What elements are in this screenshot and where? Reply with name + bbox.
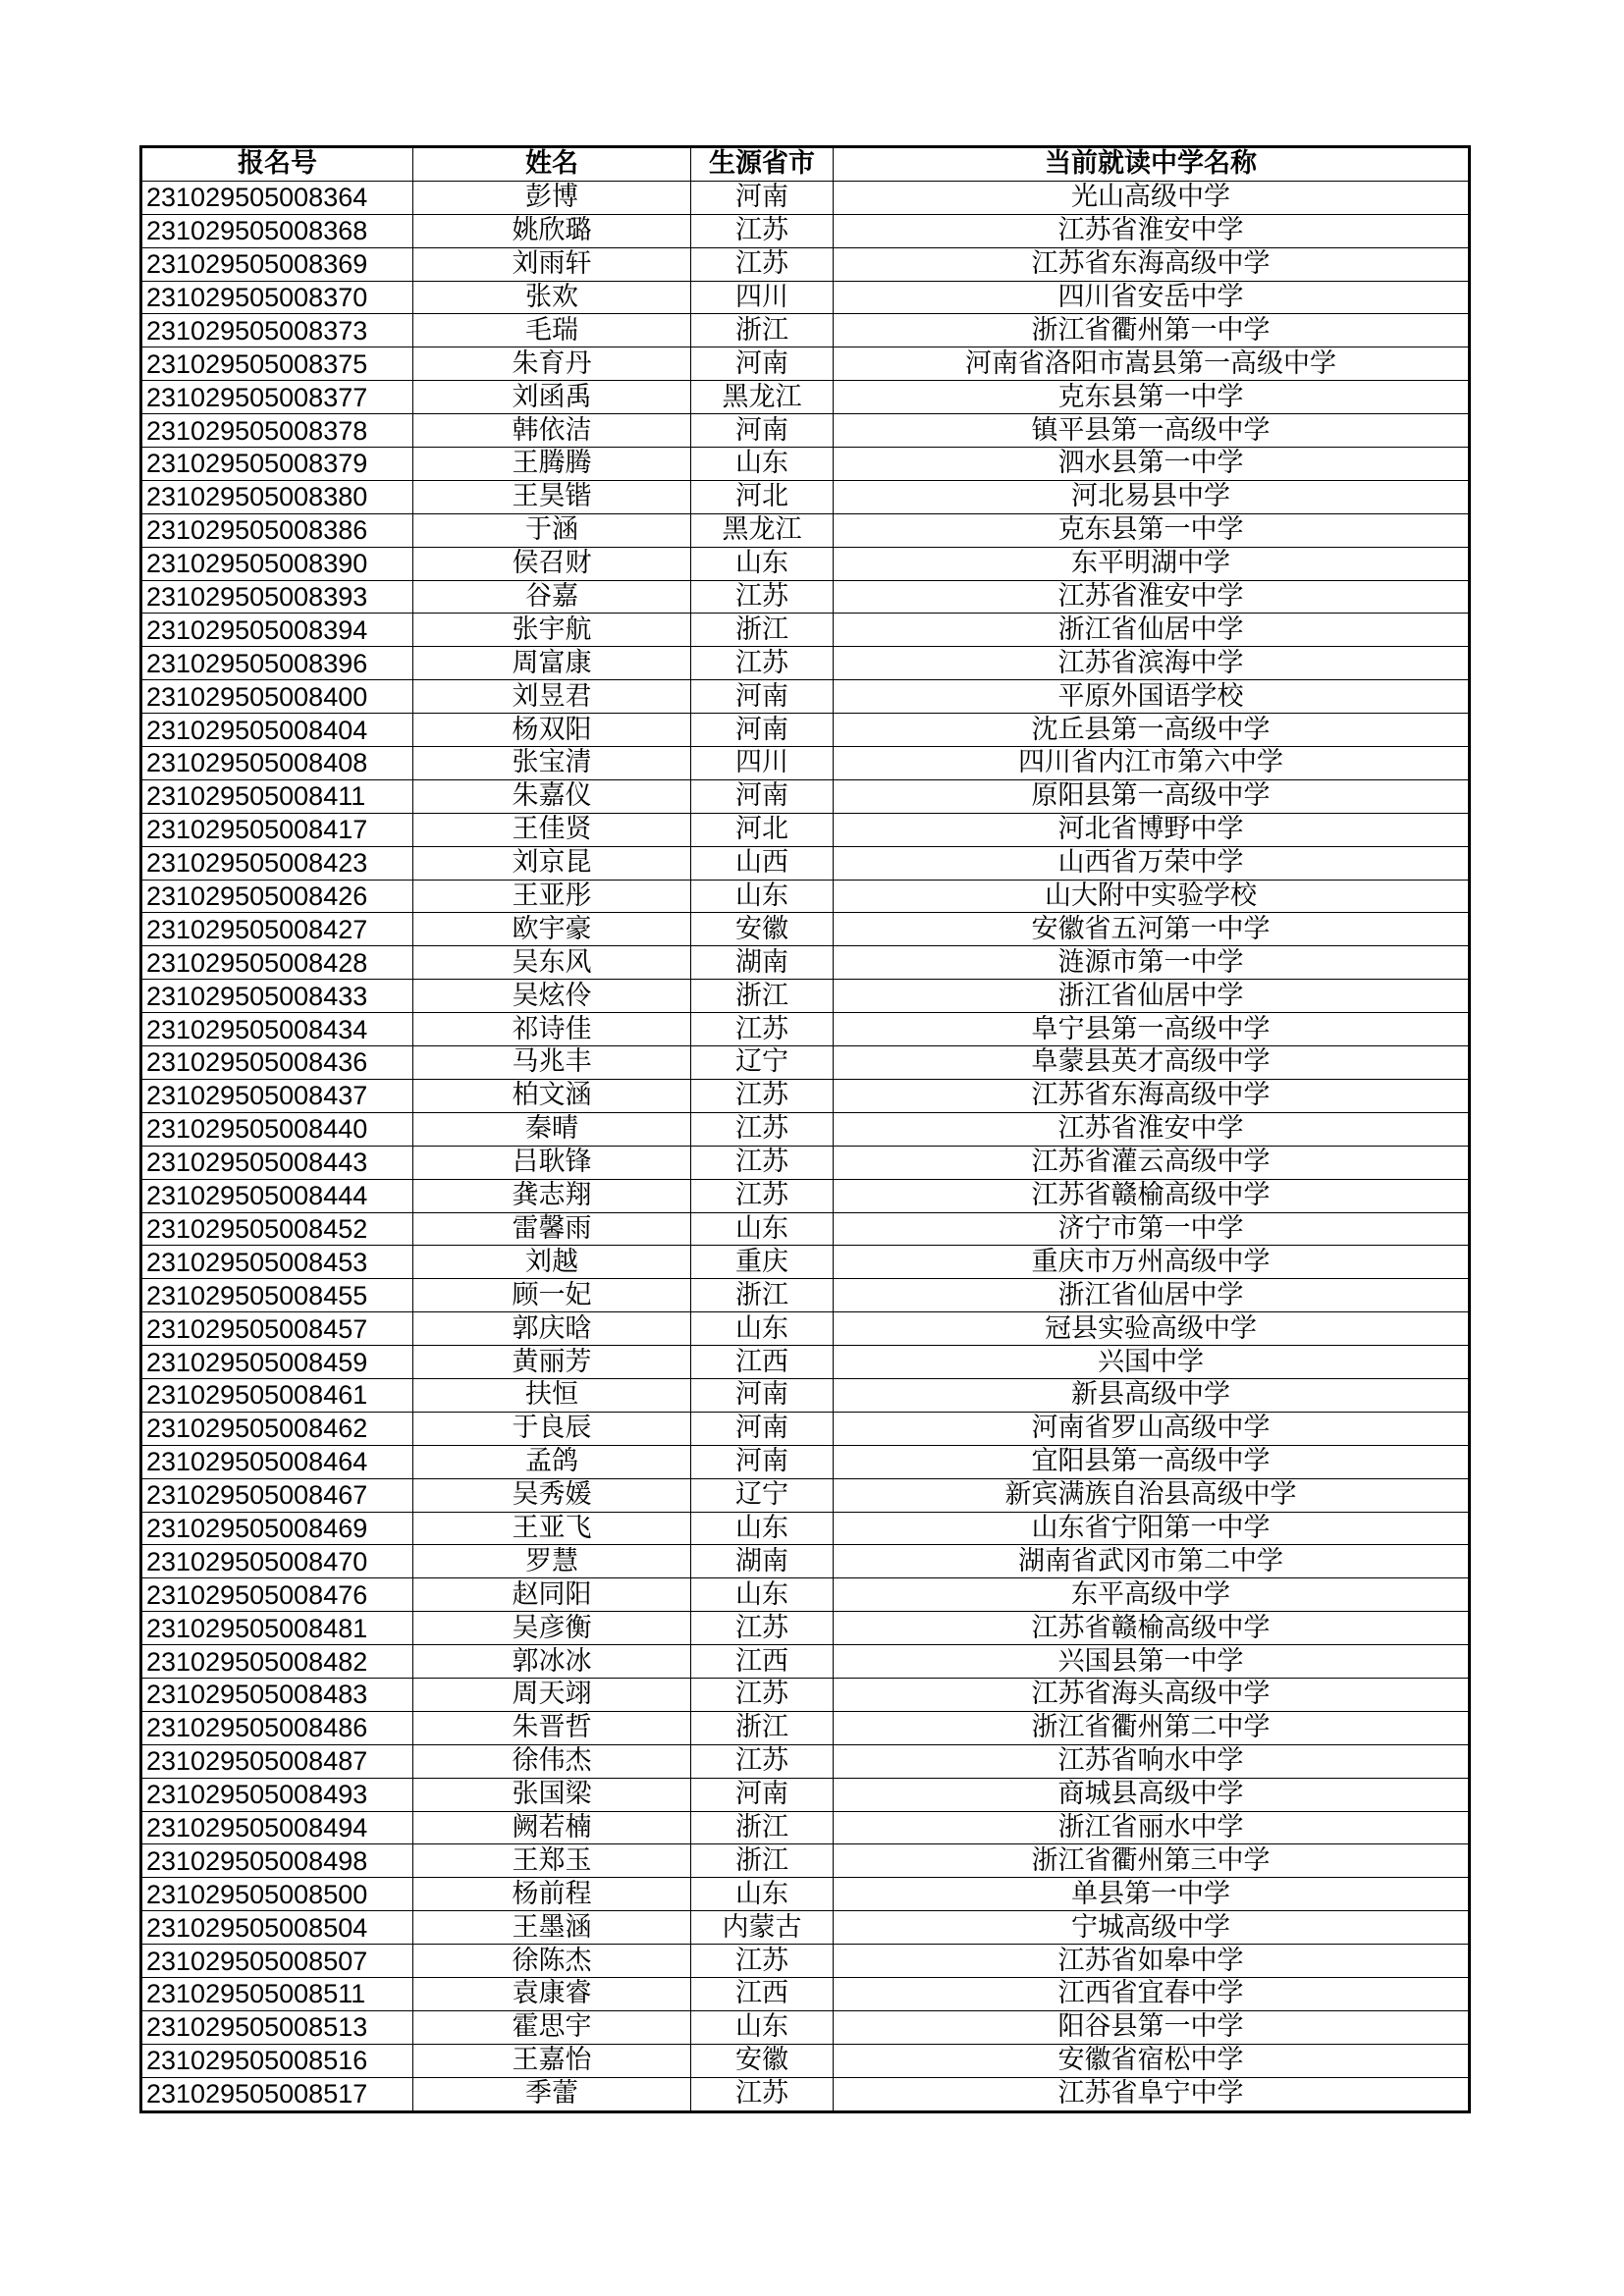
name-cell: 吴秀媛 <box>413 1478 691 1512</box>
province-cell: 安徽 <box>691 913 834 946</box>
table-row <box>141 614 1470 647</box>
province-cell: 江西 <box>691 1977 834 2010</box>
registration-number-cell: 231029505008516 <box>141 2044 413 2077</box>
school-cell: 四川省安岳中学 <box>834 281 1470 314</box>
name-cell: 侯召财 <box>413 547 691 580</box>
name-cell: 彭博 <box>413 181 691 214</box>
registration-number-cell: 231029505008459 <box>141 1346 413 1379</box>
registration-number-cell: 231029505008396 <box>141 647 413 680</box>
name-cell: 徐伟杰 <box>413 1744 691 1778</box>
school-cell: 原阳县第一高级中学 <box>834 779 1470 813</box>
province-cell: 浙江 <box>691 1811 834 1844</box>
school-cell: 山西省万荣中学 <box>834 846 1470 880</box>
school-cell: 江苏省滨海中学 <box>834 647 1470 680</box>
school-cell: 江西省宜春中学 <box>834 1977 1470 2010</box>
name-cell: 张欢 <box>413 281 691 314</box>
name-cell: 祁诗佳 <box>413 1013 691 1046</box>
table-row <box>141 680 1470 714</box>
province-cell: 江苏 <box>691 247 834 281</box>
registration-number-cell: 231029505008487 <box>141 1744 413 1778</box>
province-cell: 浙江 <box>691 614 834 647</box>
registration-number-cell: 231029505008379 <box>141 448 413 481</box>
name-cell: 郭冰冰 <box>413 1645 691 1679</box>
registration-number-cell: 231029505008386 <box>141 513 413 547</box>
province-cell: 浙江 <box>691 980 834 1013</box>
province-cell: 江苏 <box>691 1013 834 1046</box>
table-row <box>141 747 1470 780</box>
province-cell: 浙江 <box>691 314 834 347</box>
registration-number-cell: 231029505008494 <box>141 1811 413 1844</box>
registration-number-cell: 231029505008378 <box>141 414 413 448</box>
province-cell: 江西 <box>691 1346 834 1379</box>
province-cell: 山东 <box>691 1512 834 1545</box>
header-row <box>141 147 1470 182</box>
student-list-sheet <box>139 145 1471 2113</box>
table-row <box>141 1778 1470 1811</box>
name-cell: 王墨涵 <box>413 1911 691 1945</box>
registration-number-cell: 231029505008390 <box>141 547 413 580</box>
name-cell: 韩依洁 <box>413 414 691 448</box>
registration-number-cell: 231029505008464 <box>141 1445 413 1478</box>
registration-number-cell: 231029505008481 <box>141 1612 413 1645</box>
registration-number-cell: 231029505008461 <box>141 1378 413 1412</box>
school-cell: 克东县第一中学 <box>834 513 1470 547</box>
province-cell: 河南 <box>691 1445 834 1478</box>
name-cell: 柏文涵 <box>413 1079 691 1112</box>
province-cell: 山东 <box>691 1578 834 1612</box>
name-cell: 朱嘉仪 <box>413 779 691 813</box>
province-cell: 河南 <box>691 680 834 714</box>
province-cell: 江西 <box>691 1645 834 1679</box>
province-cell: 山东 <box>691 1312 834 1346</box>
school-cell: 浙江省衢州第三中学 <box>834 1844 1470 1878</box>
school-cell: 阜宁县第一高级中学 <box>834 1013 1470 1046</box>
table-row <box>141 1545 1470 1578</box>
province-cell: 江苏 <box>691 647 834 680</box>
name-cell: 龚志翔 <box>413 1179 691 1212</box>
name-cell: 孟鸽 <box>413 1445 691 1478</box>
province-cell: 河南 <box>691 1778 834 1811</box>
table-row <box>141 181 1470 214</box>
province-cell: 江苏 <box>691 2077 834 2111</box>
registration-number-cell: 231029505008433 <box>141 980 413 1013</box>
province-cell: 江苏 <box>691 1612 834 1645</box>
province-cell: 江苏 <box>691 1146 834 1179</box>
registration-number-cell: 231029505008423 <box>141 846 413 880</box>
table-row <box>141 2077 1470 2111</box>
province-cell: 山东 <box>691 2010 834 2044</box>
table-row <box>141 214 1470 247</box>
table-row <box>141 1312 1470 1346</box>
school-cell: 江苏省赣榆高级中学 <box>834 1612 1470 1645</box>
registration-number-cell: 231029505008417 <box>141 813 413 846</box>
table-row <box>141 813 1470 846</box>
table-row <box>141 314 1470 347</box>
school-cell: 新宾满族自治县高级中学 <box>834 1478 1470 1512</box>
table-row <box>141 448 1470 481</box>
table-row <box>141 1678 1470 1711</box>
school-cell: 河北易县中学 <box>834 480 1470 513</box>
province-cell: 浙江 <box>691 1279 834 1312</box>
table-row <box>141 281 1470 314</box>
province-cell: 黑龙江 <box>691 513 834 547</box>
name-cell: 秦晴 <box>413 1112 691 1146</box>
table-row <box>141 1478 1470 1512</box>
name-cell: 刘函禹 <box>413 381 691 414</box>
province-cell: 山东 <box>691 880 834 913</box>
header-registration-number: 报名号 <box>141 147 413 182</box>
school-cell: 兴国县第一中学 <box>834 1645 1470 1679</box>
name-cell: 周天翊 <box>413 1678 691 1711</box>
registration-number-cell: 231029505008513 <box>141 2010 413 2044</box>
province-cell: 浙江 <box>691 1844 834 1878</box>
province-cell: 河北 <box>691 480 834 513</box>
province-cell: 湖南 <box>691 1545 834 1578</box>
header-name: 姓名 <box>413 147 691 182</box>
table-row <box>141 1744 1470 1778</box>
table-row <box>141 1013 1470 1046</box>
registration-number-cell: 231029505008469 <box>141 1512 413 1545</box>
school-cell: 江苏省灌云高级中学 <box>834 1146 1470 1179</box>
registration-number-cell: 231029505008457 <box>141 1312 413 1346</box>
school-cell: 安徽省宿松中学 <box>834 2044 1470 2077</box>
name-cell: 杨前程 <box>413 1878 691 1911</box>
name-cell: 郭庆晗 <box>413 1312 691 1346</box>
school-cell: 新县高级中学 <box>834 1378 1470 1412</box>
school-cell: 江苏省淮安中学 <box>834 580 1470 614</box>
table-row <box>141 1911 1470 1945</box>
table-row <box>141 381 1470 414</box>
table-row <box>141 1878 1470 1911</box>
registration-number-cell: 231029505008440 <box>141 1112 413 1146</box>
name-cell: 王腾腾 <box>413 448 691 481</box>
table-row <box>141 1811 1470 1844</box>
table-row <box>141 547 1470 580</box>
table-row <box>141 1612 1470 1645</box>
province-cell: 江苏 <box>691 580 834 614</box>
name-cell: 谷嘉 <box>413 580 691 614</box>
name-cell: 刘越 <box>413 1246 691 1279</box>
province-cell: 江苏 <box>691 1079 834 1112</box>
table-row <box>141 347 1470 381</box>
province-cell: 江苏 <box>691 1179 834 1212</box>
school-cell: 浙江省衢州第一中学 <box>834 314 1470 347</box>
province-cell: 河南 <box>691 714 834 747</box>
registration-number-cell: 231029505008427 <box>141 913 413 946</box>
province-cell: 河北 <box>691 813 834 846</box>
name-cell: 于良辰 <box>413 1412 691 1445</box>
name-cell: 毛瑞 <box>413 314 691 347</box>
school-cell: 东平高级中学 <box>834 1578 1470 1612</box>
school-cell: 东平明湖中学 <box>834 547 1470 580</box>
registration-number-cell: 231029505008394 <box>141 614 413 647</box>
registration-number-cell: 231029505008444 <box>141 1179 413 1212</box>
province-cell: 重庆 <box>691 1246 834 1279</box>
table-row <box>141 846 1470 880</box>
name-cell: 刘雨轩 <box>413 247 691 281</box>
student-table <box>139 145 1471 2113</box>
table-row <box>141 1844 1470 1878</box>
table-row <box>141 1212 1470 1246</box>
registration-number-cell: 231029505008377 <box>141 381 413 414</box>
school-cell: 江苏省海头高级中学 <box>834 1678 1470 1711</box>
province-cell: 河南 <box>691 1412 834 1445</box>
table-row <box>141 580 1470 614</box>
province-cell: 四川 <box>691 281 834 314</box>
name-cell: 扶恒 <box>413 1378 691 1412</box>
name-cell: 杨双阳 <box>413 714 691 747</box>
table-row <box>141 513 1470 547</box>
province-cell: 江苏 <box>691 1678 834 1711</box>
province-cell: 河南 <box>691 181 834 214</box>
province-cell: 山东 <box>691 547 834 580</box>
school-cell: 镇平县第一高级中学 <box>834 414 1470 448</box>
registration-number-cell: 231029505008411 <box>141 779 413 813</box>
school-cell: 阳谷县第一中学 <box>834 2010 1470 2044</box>
table-header <box>141 147 1470 182</box>
table-row <box>141 1945 1470 1978</box>
school-cell: 江苏省东海高级中学 <box>834 1079 1470 1112</box>
registration-number-cell: 231029505008482 <box>141 1645 413 1679</box>
name-cell: 季蕾 <box>413 2077 691 2111</box>
registration-number-cell: 231029505008369 <box>141 247 413 281</box>
name-cell: 欧宇豪 <box>413 913 691 946</box>
school-cell: 宁城高级中学 <box>834 1911 1470 1945</box>
province-cell: 河南 <box>691 779 834 813</box>
school-cell: 安徽省五河第一中学 <box>834 913 1470 946</box>
registration-number-cell: 231029505008428 <box>141 946 413 980</box>
registration-number-cell: 231029505008483 <box>141 1678 413 1711</box>
name-cell: 罗慧 <box>413 1545 691 1578</box>
school-cell: 光山高级中学 <box>834 181 1470 214</box>
school-cell: 浙江省衢州第二中学 <box>834 1711 1470 1744</box>
province-cell: 山西 <box>691 846 834 880</box>
name-cell: 刘昱君 <box>413 680 691 714</box>
province-cell: 浙江 <box>691 1711 834 1744</box>
table-row <box>141 1445 1470 1478</box>
table-row <box>141 1346 1470 1379</box>
school-cell: 湖南省武冈市第二中学 <box>834 1545 1470 1578</box>
table-row <box>141 1977 1470 2010</box>
registration-number-cell: 231029505008470 <box>141 1545 413 1578</box>
school-cell: 商城县高级中学 <box>834 1778 1470 1811</box>
school-cell: 浙江省仙居中学 <box>834 980 1470 1013</box>
name-cell: 王嘉怡 <box>413 2044 691 2077</box>
name-cell: 赵同阳 <box>413 1578 691 1612</box>
registration-number-cell: 231029505008375 <box>141 347 413 381</box>
name-cell: 马兆丰 <box>413 1046 691 1080</box>
name-cell: 黄丽芳 <box>413 1346 691 1379</box>
table-row <box>141 247 1470 281</box>
province-cell: 四川 <box>691 747 834 780</box>
header-school: 当前就读中学名称 <box>834 147 1470 182</box>
name-cell: 吴东风 <box>413 946 691 980</box>
school-cell: 宜阳县第一高级中学 <box>834 1445 1470 1478</box>
name-cell: 吕耿锋 <box>413 1146 691 1179</box>
school-cell: 江苏省淮安中学 <box>834 214 1470 247</box>
province-cell: 山东 <box>691 1212 834 1246</box>
name-cell: 王亚彤 <box>413 880 691 913</box>
table-row <box>141 1412 1470 1445</box>
table-row <box>141 1578 1470 1612</box>
school-cell: 单县第一中学 <box>834 1878 1470 1911</box>
table-row <box>141 1645 1470 1679</box>
school-cell: 河北省博野中学 <box>834 813 1470 846</box>
name-cell: 袁康睿 <box>413 1977 691 2010</box>
province-cell: 河南 <box>691 414 834 448</box>
registration-number-cell: 231029505008426 <box>141 880 413 913</box>
school-cell: 阜蒙县英才高级中学 <box>834 1046 1470 1080</box>
table-body <box>141 181 1470 2111</box>
registration-number-cell: 231029505008517 <box>141 2077 413 2111</box>
province-cell: 山东 <box>691 1878 834 1911</box>
name-cell: 王昊锴 <box>413 480 691 513</box>
table-row <box>141 946 1470 980</box>
name-cell: 张国梁 <box>413 1778 691 1811</box>
registration-number-cell: 231029505008404 <box>141 714 413 747</box>
school-cell: 江苏省响水中学 <box>834 1744 1470 1778</box>
school-cell: 江苏省阜宁中学 <box>834 2077 1470 2111</box>
province-cell: 内蒙古 <box>691 1911 834 1945</box>
registration-number-cell: 231029505008511 <box>141 1977 413 2010</box>
school-cell: 冠县实验高级中学 <box>834 1312 1470 1346</box>
school-cell: 江苏省淮安中学 <box>834 1112 1470 1146</box>
registration-number-cell: 231029505008504 <box>141 1911 413 1945</box>
table-row <box>141 2010 1470 2044</box>
province-cell: 辽宁 <box>691 1046 834 1080</box>
name-cell: 王亚飞 <box>413 1512 691 1545</box>
province-cell: 安徽 <box>691 2044 834 2077</box>
name-cell: 霍思宇 <box>413 2010 691 2044</box>
registration-number-cell: 231029505008364 <box>141 181 413 214</box>
province-cell: 河南 <box>691 347 834 381</box>
table-row <box>141 980 1470 1013</box>
registration-number-cell: 231029505008380 <box>141 480 413 513</box>
registration-number-cell: 231029505008437 <box>141 1079 413 1112</box>
table-row <box>141 647 1470 680</box>
registration-number-cell: 231029505008498 <box>141 1844 413 1878</box>
table-row <box>141 1246 1470 1279</box>
header-province: 生源省市 <box>691 147 834 182</box>
name-cell: 顾一妃 <box>413 1279 691 1312</box>
school-cell: 浙江省丽水中学 <box>834 1811 1470 1844</box>
registration-number-cell: 231029505008443 <box>141 1146 413 1179</box>
school-cell: 兴国中学 <box>834 1346 1470 1379</box>
name-cell: 朱育丹 <box>413 347 691 381</box>
province-cell: 江苏 <box>691 1744 834 1778</box>
school-cell: 山大附中实验学校 <box>834 880 1470 913</box>
table-row <box>141 1512 1470 1545</box>
registration-number-cell: 231029505008373 <box>141 314 413 347</box>
table-row <box>141 2044 1470 2077</box>
table-row <box>141 1711 1470 1744</box>
registration-number-cell: 231029505008452 <box>141 1212 413 1246</box>
school-cell: 江苏省赣榆高级中学 <box>834 1179 1470 1212</box>
table-row <box>141 1112 1470 1146</box>
registration-number-cell: 231029505008462 <box>141 1412 413 1445</box>
name-cell: 雷馨雨 <box>413 1212 691 1246</box>
table-row <box>141 1146 1470 1179</box>
province-cell: 湖南 <box>691 946 834 980</box>
table-row <box>141 913 1470 946</box>
province-cell: 山东 <box>691 448 834 481</box>
table-row <box>141 1279 1470 1312</box>
table-row <box>141 1179 1470 1212</box>
registration-number-cell: 231029505008434 <box>141 1013 413 1046</box>
name-cell: 姚欣璐 <box>413 214 691 247</box>
school-cell: 浙江省仙居中学 <box>834 1279 1470 1312</box>
name-cell: 吴炫伶 <box>413 980 691 1013</box>
registration-number-cell: 231029505008393 <box>141 580 413 614</box>
school-cell: 河南省罗山高级中学 <box>834 1412 1470 1445</box>
name-cell: 张宇航 <box>413 614 691 647</box>
name-cell: 朱晋哲 <box>413 1711 691 1744</box>
province-cell: 江苏 <box>691 1945 834 1978</box>
table-row <box>141 880 1470 913</box>
table-row <box>141 714 1470 747</box>
school-cell: 涟源市第一中学 <box>834 946 1470 980</box>
name-cell: 徐陈杰 <box>413 1945 691 1978</box>
registration-number-cell: 231029505008408 <box>141 747 413 780</box>
name-cell: 王郑玉 <box>413 1844 691 1878</box>
school-cell: 沈丘县第一高级中学 <box>834 714 1470 747</box>
table-row <box>141 1079 1470 1112</box>
name-cell: 周富康 <box>413 647 691 680</box>
name-cell: 刘京昆 <box>413 846 691 880</box>
registration-number-cell: 231029505008507 <box>141 1945 413 1978</box>
registration-number-cell: 231029505008370 <box>141 281 413 314</box>
table-row <box>141 1046 1470 1080</box>
school-cell: 济宁市第一中学 <box>834 1212 1470 1246</box>
name-cell: 王佳贤 <box>413 813 691 846</box>
registration-number-cell: 231029505008500 <box>141 1878 413 1911</box>
table-row <box>141 1378 1470 1412</box>
name-cell: 阙若楠 <box>413 1811 691 1844</box>
province-cell: 黑龙江 <box>691 381 834 414</box>
name-cell: 于涵 <box>413 513 691 547</box>
table-row <box>141 414 1470 448</box>
school-cell: 江苏省如皋中学 <box>834 1945 1470 1978</box>
school-cell: 河南省洛阳市嵩县第一高级中学 <box>834 347 1470 381</box>
registration-number-cell: 231029505008493 <box>141 1778 413 1811</box>
table-row <box>141 779 1470 813</box>
school-cell: 浙江省仙居中学 <box>834 614 1470 647</box>
province-cell: 江苏 <box>691 214 834 247</box>
registration-number-cell: 231029505008476 <box>141 1578 413 1612</box>
registration-number-cell: 231029505008400 <box>141 680 413 714</box>
registration-number-cell: 231029505008455 <box>141 1279 413 1312</box>
school-cell: 重庆市万州高级中学 <box>834 1246 1470 1279</box>
school-cell: 山东省宁阳第一中学 <box>834 1512 1470 1545</box>
province-cell: 江苏 <box>691 1112 834 1146</box>
school-cell: 泗水县第一中学 <box>834 448 1470 481</box>
registration-number-cell: 231029505008453 <box>141 1246 413 1279</box>
school-cell: 四川省内江市第六中学 <box>834 747 1470 780</box>
table-row <box>141 480 1470 513</box>
registration-number-cell: 231029505008486 <box>141 1711 413 1744</box>
school-cell: 江苏省东海高级中学 <box>834 247 1470 281</box>
province-cell: 辽宁 <box>691 1478 834 1512</box>
school-cell: 平原外国语学校 <box>834 680 1470 714</box>
province-cell: 河南 <box>691 1378 834 1412</box>
name-cell: 张宝清 <box>413 747 691 780</box>
name-cell: 吴彦衡 <box>413 1612 691 1645</box>
registration-number-cell: 231029505008467 <box>141 1478 413 1512</box>
registration-number-cell: 231029505008436 <box>141 1046 413 1080</box>
school-cell: 克东县第一中学 <box>834 381 1470 414</box>
registration-number-cell: 231029505008368 <box>141 214 413 247</box>
